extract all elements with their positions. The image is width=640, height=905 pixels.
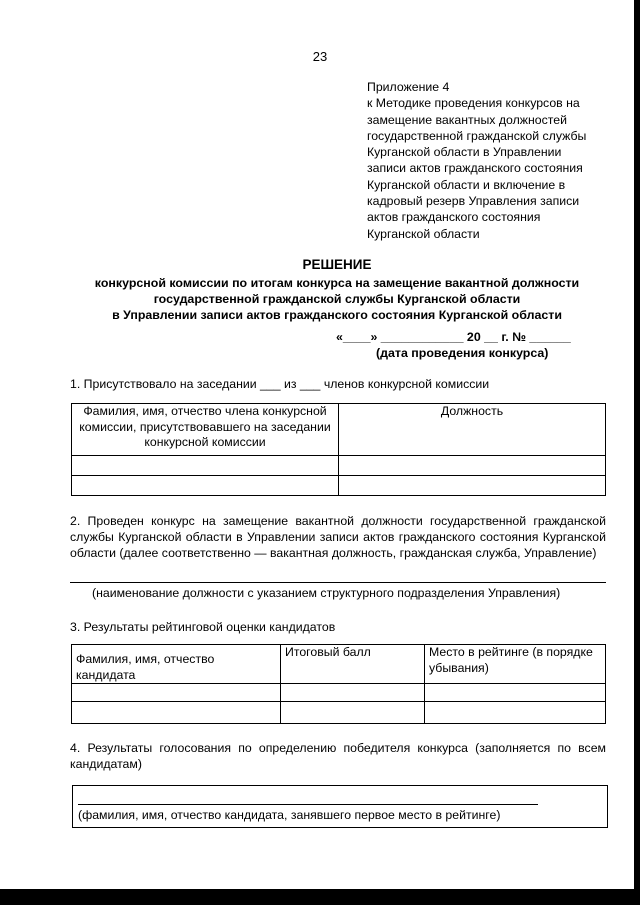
appendix-line: государственной гражданской службы <box>367 128 587 143</box>
winner-fill-line[interactable] <box>78 804 538 805</box>
position-fill-line[interactable] <box>70 582 606 583</box>
section4-caption: (фамилия, имя, отчество кандидата, занявшего первое место в рейтинге) <box>78 808 501 822</box>
document-title <box>40 257 634 323</box>
table-cell[interactable] <box>281 684 425 702</box>
table-row <box>72 476 606 496</box>
table-cell[interactable] <box>339 476 606 496</box>
page-number: 23 <box>312 49 328 64</box>
table-row <box>72 684 606 702</box>
header-member-name: Фамилия, имя, отчество члена конкурсной комиссии, присутствовавшего на заседании конкурсной комиссии <box>72 404 339 456</box>
header-final-score: Итоговый балл <box>281 645 425 684</box>
table-cell[interactable] <box>425 684 606 702</box>
date-number-line: «____» ____________ 20 __ г. № ______ <box>336 330 571 344</box>
section2-caption: (наименование должности с указанием структурного подразделения Управления) <box>92 586 561 600</box>
table-header-row <box>72 404 606 456</box>
scan-edge-bottom <box>0 889 640 905</box>
table-row <box>72 456 606 476</box>
table-cell[interactable] <box>72 684 281 702</box>
table-header-row <box>72 645 606 684</box>
table-cell[interactable] <box>339 456 606 476</box>
scan-edge-right <box>634 0 640 905</box>
appendix-line: Курганской области и включение в <box>367 177 566 192</box>
section1-text: 1. Присутствовало на заседании ___ из ___ членов конкурсной комиссии <box>70 377 490 391</box>
table-row <box>72 702 606 724</box>
table-cell[interactable] <box>281 702 425 724</box>
appendix-line: к Методике проведения конкурсов на <box>367 96 580 111</box>
title-line: конкурсной комиссии по итогам конкурса на замещение вакантной должности <box>94 276 580 290</box>
header-rank: Место в рейтинге (в порядке убывания) <box>425 645 606 684</box>
date-caption: (дата проведения конкурса) <box>376 346 549 360</box>
appendix-line: актов гражданского состояния <box>367 210 541 225</box>
rating-table <box>71 644 606 724</box>
section3-text: 3. Результаты рейтинговой оценки кандидатов <box>70 620 336 634</box>
table-cell[interactable] <box>72 456 339 476</box>
title-line: государственной гражданской службы Курганской области <box>153 292 521 306</box>
section2-text: 2. Проведен конкурс на замещение вакантной должности государственной гражданской службы Курганской области в Управлении записи актов гражданского состояния Курганской области (далее соответственно — вакантная должность, гражданская служба, Управление) <box>70 514 606 561</box>
title-line: в Управлении записи актов гражданского состояния Курганской области <box>112 308 562 322</box>
appendix-line: записи актов гражданского состояния <box>367 161 583 176</box>
appendix-line: Курганской области <box>367 226 480 241</box>
table-cell[interactable] <box>72 702 281 724</box>
header-position: Должность <box>339 404 606 456</box>
section4-text: 4. Результаты голосования по определению победителя конкурса (заполняется по всем кандидатам) <box>70 741 606 772</box>
members-table <box>71 403 606 496</box>
table-cell[interactable] <box>425 702 606 724</box>
appendix-line: замещение вакантных должностей <box>367 112 567 127</box>
title-decision: РЕШЕНИЕ <box>302 257 372 272</box>
appendix-line: Курганской области в Управлении <box>367 145 562 160</box>
appendix-line: Приложение 4 <box>367 80 450 94</box>
appendix-line: кадровый резерв Управления записи <box>367 194 580 209</box>
table-cell[interactable] <box>72 476 339 496</box>
header-candidate-name: Фамилия, имя, отчество кандидата <box>72 645 281 684</box>
appendix-header <box>367 79 622 242</box>
